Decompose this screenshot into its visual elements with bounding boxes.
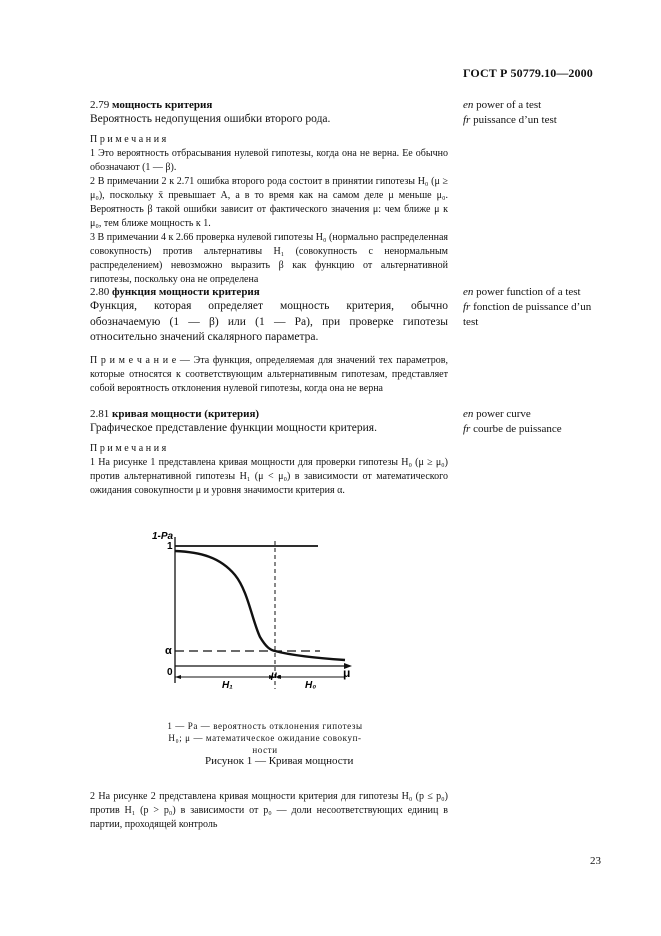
figure-legend (150, 720, 380, 756)
note-2: 2 В примечании 2 к 2.71 ошибка второго рода состоит в принятии гипотезы H₀ (μ ≥ μ₀), поскольку x̄ превышает A, а в то время как на самом деле μ меньше μ₀. Вероятность β такой ошибки зависит от фактического значения μ: чем ближе μ к μ₀, тем ближе мощность к 1. (90, 175, 448, 229)
term-definition: Вероятность недопущения ошибки второго рода. (90, 113, 331, 125)
translation-en: power function of a test (476, 286, 581, 298)
legend-line: H₀; μ — математическое ожидание совокуп- (168, 733, 362, 743)
label-zero: 0 (167, 667, 173, 678)
note-2-figure-2 (90, 790, 448, 832)
note-1: 1 На рисунке 1 представлена кривая мощности для проверки гипотезы H₀ (μ ≥ μ₀) против альтернативной гипотезы H₁ (μ < μ₀) в зависимости от математического ожидания совокупности μ и уровня значимости критерия α. (90, 456, 448, 496)
term-name: кривая мощности (критерия) (112, 408, 260, 420)
note: П р и м е ч а н и е — Эта функция, определяемая для значений тех параметров, которые относятся к соответствующим альтернативным гипотезам, представляет собой вероятность отклонения нулевой гипотезы, когда она не верна (90, 354, 448, 394)
document-header: ГОСТ Р 50779.10—2000 (463, 66, 593, 80)
translations-2-79: en power of a test fr puissance d’un test (463, 99, 557, 126)
dimension-arrow-left (175, 675, 181, 679)
term-2-79 (90, 98, 448, 287)
translation-en: power curve (476, 408, 531, 420)
term-definition: Графическое представление функции мощности критерия. (90, 422, 377, 434)
term-number: 2.79 (90, 99, 110, 111)
term-2-81 (90, 407, 448, 498)
term-name: мощность критерия (112, 99, 213, 111)
y-axis-label: 1-Pa (152, 531, 174, 542)
label-alpha: α (165, 645, 172, 657)
label-H1: H₁ (222, 680, 233, 691)
translation-fr: fonction de puissance d’un test (463, 301, 592, 328)
power-curve-figure (140, 525, 370, 695)
notes-heading: Примечания (90, 133, 169, 145)
term-number: 2.80 (90, 286, 110, 298)
term-name: функция мощности критерия (112, 286, 260, 298)
label-one: 1 (167, 541, 173, 552)
label-mu: μ (343, 666, 351, 680)
translation-fr: courbe de puissance (473, 423, 562, 435)
translations-2-81: en power curve fr courbe de puissance (463, 408, 562, 435)
translation-fr: puissance d’un test (473, 114, 557, 126)
label-H0: H₀ (305, 680, 317, 691)
legend-line: 1 — Pa — вероятность отклонения гипотезы (167, 721, 363, 731)
term-number: 2.81 (90, 408, 110, 420)
term-definition: Функция, которая определяет мощность критерия, обычно обозначаемую (1 — β) или (1 — Pa), при проверке гипотезы относительно значений скалярного параметра. (90, 300, 448, 343)
note-1: 1 Это вероятность отбрасывания нулевой гипотезы, когда она не верна. Ее обычно обозначают (1 — β). (90, 147, 448, 173)
legend-line: ности (252, 745, 278, 755)
power-curve (175, 551, 345, 660)
translation-en: power of a test (476, 99, 542, 111)
translations-2-80: en power function of a test fr fonction de puissance d’un test (463, 286, 592, 328)
term-2-80 (90, 285, 448, 396)
label-mu0: μ₀ (271, 670, 281, 681)
page-number: 23 (590, 855, 601, 867)
note-text: 2 На рисунке 2 представлена кривая мощности критерия для гипотезы H₀ (p ≤ p₀) против H₁ (p > p₀) в зависимости от p₀ — доли несоответствующих единиц в партии, проходящей контроль (90, 791, 448, 830)
notes-heading: Примечания (90, 442, 169, 454)
note-3: 3 В примечании 4 к 2.66 проверка нулевой гипотезы H₀ (нормально распределенная совокупность) против альтернативы H₁ (совокупность с ненормальным распределением) невозможно выразить β как функцию от альтернативной гипотезы, поскольку она не определена (90, 231, 448, 285)
figure-caption: Рисунок 1 — Кривая мощности (205, 755, 354, 767)
